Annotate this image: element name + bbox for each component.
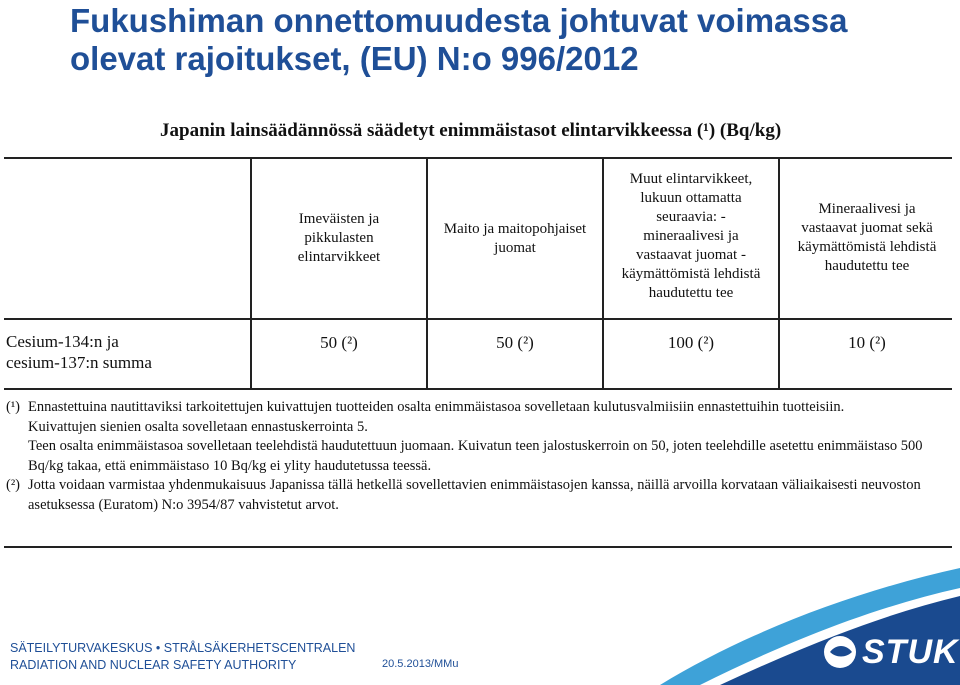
column-header-other-foods: Muut elintarvikkeet, lukuun ottamatta seuraavia: - mineraalivesi ja vastaavat juomat - käymättömistä lehdistä haudutettu tee [621,171,761,301]
footnote-2 [6,476,954,515]
footer-organization [10,640,355,674]
column-header-infant-food: Imeväisten ja pikkulasten elintarvikkeet [297,211,381,265]
value-infant-food: 50 (²) [320,333,358,352]
footnote-1-line: Teen osalta enimmäistasoa sovelletaan teelehdistä haudutettuun juomaan. Kuivatun teen jalostuskerroin on 50, joten teelehdille asetettu enimmäistaso 500 Bq/kg takaa, että enimmäistaso 10 Bq/kg ei ylity haudutetussa teessä. [28,438,923,474]
footnote-1-line: Kuivattujen sienien osalta sovelletaan ennastuskerrointa 5. [28,418,368,435]
slide-title-line-2: olevat rajoitukset, (EU) N:o 996/2012 [70,40,639,77]
value-milk: 50 (²) [496,333,534,352]
footnote-1 [6,398,954,476]
value-other-foods: 100 (²) [667,333,715,352]
footnote-1-line: Ennastettuina nautittaviksi tarkoitettujen kuivattujen tuotteiden osalta enimmäistasoa sovelletaan kulutusvalmiisiin ennastettuihin tuotteisiin. [28,399,845,415]
footnotes [6,398,954,515]
footnote-1-mark: (¹) [6,399,21,415]
notes-bottom-rule [4,546,952,548]
footnote-2-line: Jotta voidaan varmistaa yhdenmukaisuus Japanissa tällä hetkellä sovellettavien enimmäistasojen kanssa, näillä arvoilla korvataan väliaikaisesti neuvoston asetuksessa (Euratom) N:o 3954/87 vahvistetut arvot. [28,477,921,513]
column-header-mineral-water-tea: Mineraalivesi ja vastaavat juomat sekä käymättömistä lehdistä haudutettu tee [797,201,937,274]
table-top-rule [4,157,952,159]
stuk-logo-text: STUK [862,633,959,671]
value-mineral-water-tea: 10 (²) [848,333,886,352]
footnote-2-mark: (²) [6,477,21,493]
table-bottom-rule [4,388,952,390]
slide-title-line-1: Fukushiman onnettomuudesta johtuvat voimassa [70,2,848,39]
footer-org-line-1: SÄTEILYTURVAKESKUS • STRÅLSÄKERHETSCENTRALEN [10,641,356,655]
footer-org-line-2: RADIATION AND NUCLEAR SAFETY AUTHORITY [10,658,297,672]
footer-date: 20.5.2013/MMu [382,658,459,670]
column-divider [426,157,428,390]
slide-title [70,2,950,78]
column-header-milk: Maito ja maitopohjaiset juomat [443,221,587,256]
column-divider [250,157,252,390]
table-header-rule [4,318,952,320]
row-label-cesium-sum: Cesium-134:n ja cesium-137:n summa [6,332,152,372]
table-caption: Japanin lainsäädännössä säädetyt enimmäistasot elintarvikkeessa (¹) (Bq/kg) [160,120,782,141]
